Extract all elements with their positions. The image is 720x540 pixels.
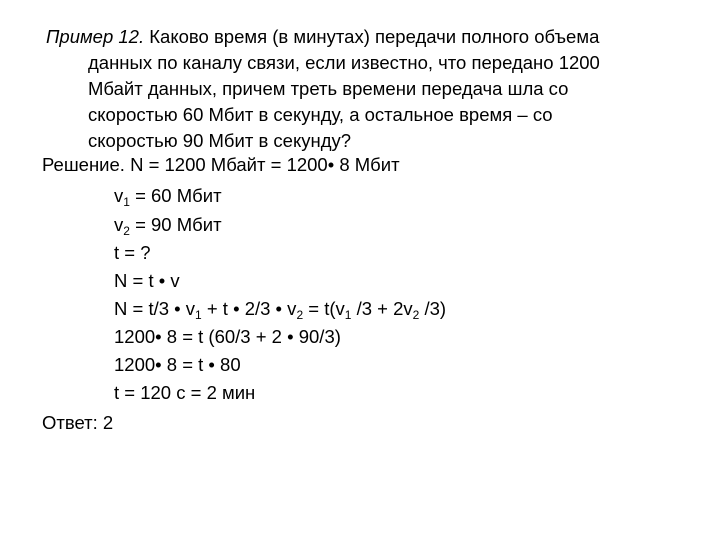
solution-header: Решение. N = 1200 Мбайт = 1200• 8 Мбит (42, 154, 400, 175)
step-line-3: t = 120 с = 2 мин (114, 382, 256, 403)
problem-label: Пример 12. (46, 26, 145, 47)
problem-text-line-1: Каково время (в минутах) передачи полного объема (144, 26, 600, 47)
problem-text-line-5: скоростью 90 Мбит в секунду? (88, 130, 352, 151)
problem-text-line-4: скоростью 60 Мбит в секунду, а остальное время – со (88, 104, 553, 125)
problem-first-line (46, 24, 599, 50)
formula-line: N = t • v (114, 270, 180, 291)
answer-line: Ответ: 2 (42, 412, 114, 433)
unknown-t: t = ? (114, 242, 151, 263)
expansion-line: N = t/3 • $v_1 + t$ • 2/3 • $v_2 = t(v_1$ $/3 + 2v_2$ /3) (114, 298, 447, 322)
problem-text-line-2: данных по каналу связи, если известно, что передано 1200 (88, 52, 600, 73)
step-line-2: 1200• 8 = t • 80 (114, 354, 241, 375)
given-v1: $v_1 = 60$ Мбит (114, 185, 222, 209)
given-v2: $v_2 = 90$ Мбит (114, 214, 222, 238)
step-line-1: 1200• 8 = t (60/3 + 2 • 90/3) (114, 326, 341, 347)
problem-text-line-3: Мбайт данных, причем треть времени передача шла со (88, 78, 569, 99)
